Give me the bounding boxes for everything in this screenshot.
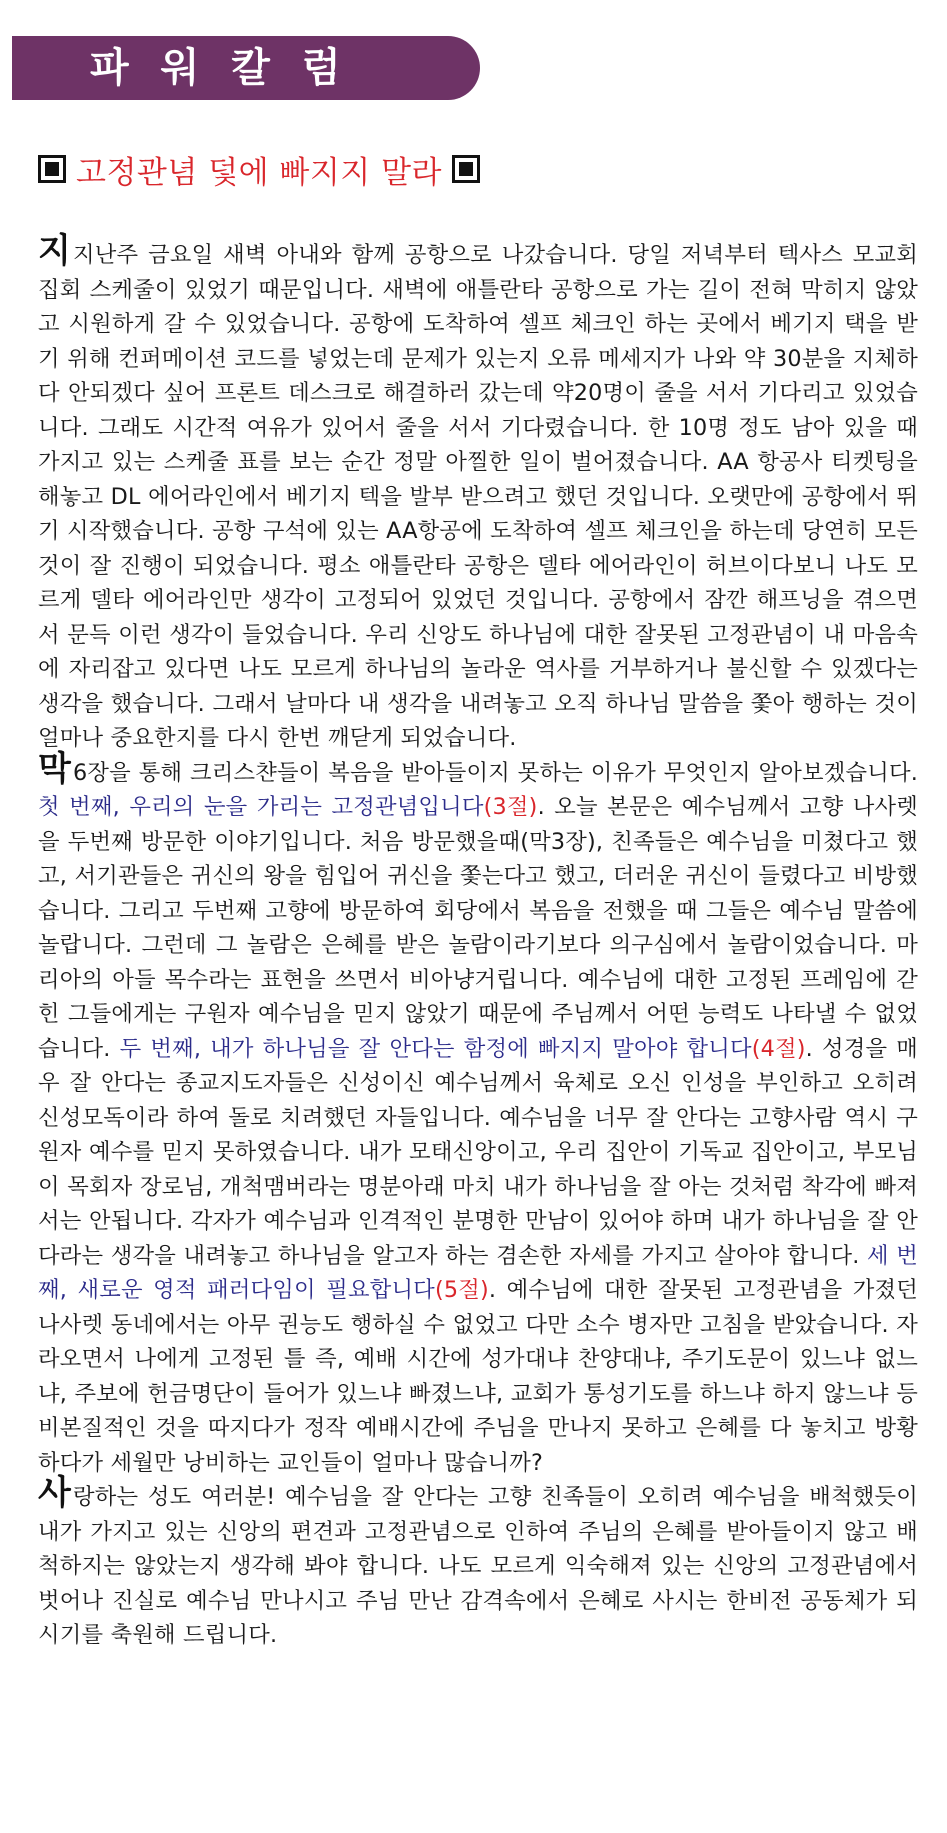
paragraph-closing	[38, 1473, 918, 1653]
paragraph-text: . 오늘 본문은 예수님께서 고향 나사렛을 두번째 방문한 이야기입니다. 처음 방문했을때(막3장), 친족들은 예수님을 미쳤다고 했고, 서기관들은 귀신의 왕을 힘입어 귀신을 쫓는다고 했고, 더러운 귀신이 들렸다고 비방했습니다. 그리고 두번째 고향에 방문하여 회당에서 복음을 전했을 때 그들은 예수님 말씀에 놀랍니다. 그런데 그 놀람은 은혜를 받은 놀람이라기보다 의구심에서 놀람이었습니다. 마리아의 아들 목수라는 표현을 쓰면서 비아냥거립니다. 예수님에 대한 고정된 프레임에 갇힌 그들에게는 구원자 예수님을 믿지 않았기 때문에 주님께서 어떤 능력도 나타낼 수 없었습니다.	[38, 794, 918, 1062]
paragraph-text: 지난주 금요일 새벽 아내와 함께 공항으로 나갔습니다. 당일 저녁부터 텍사스 모교회 집회 스케줄이 있었기 때문입니다. 새벽에 애틀란타 공항으로 가는 길이 전혀 막히지 않았고 시원하게 갈 수 있었습니다. 공항에 도착하여 셀프 체크인 하는 곳에서 베기지 택을 받기 위해 컨퍼메이션 코드를 넣었는데 문제가 있는지 오류 메세지가 나와 약 30분을 지체하다 안되겠다 싶어 프론트 데스크로 해결하러 갔는데 약20명이 줄을 서서 기다리고 있었습니다. 그래도 시간적 여유가 있어서 줄을 서서 기다렸습니다. 한 10명 정도 남아 있을 때 가지고 있는 스케줄 표를 보는 순간 정말 아찔한 일이 벌어졌습니다. AA 항공사 티켓팅을 해놓고 DL 에어라인에서 베기지 텍을 발부 받으려고 했던 것입니다. 오랫만에 공항에서 뛰기 시작했습니다. 공항 구석에 있는 AA항공에 도착하여 셀프 체크인을 하는데 당연히 모든 것이 잘 진행이 되었습니다. 평소 애틀란타 공항은 델타 에어라인이 허브이다보니 나도 모르게 델타 에어라인만 생각이 고정되어 있었던 것입니다. 공항에서 잠깐 해프닝을 겪으면서 문득 이런 생각이 들었습니다. 우리 신앙도 하나님에 대한 잘못된 고정관념이 내 마음속에 자리잡고 있다면 나도 모르게 하나님의 놀라운 역사를 거부하거나 불신할 수 있겠다는 생각을 했습니다. 그래서 날마다 내 생각을 내려놓고 오직 하나님 말씀을 쫓아 행하는 것이 얼마나 중요한지를 다시 한번 깨닫게 되었습니다.	[38, 242, 918, 751]
verse-reference: (3절)	[483, 794, 538, 820]
article-heading	[38, 146, 480, 192]
filled-square-icon	[38, 155, 66, 183]
dropcap: 지	[38, 231, 72, 271]
dropcap: 사	[38, 1473, 72, 1513]
paragraph-main	[38, 748, 919, 1481]
dropcap: 막	[38, 748, 72, 789]
article-title: 고정관념 덫에 빠지지 말라	[76, 154, 442, 191]
point-three: 세 번째, 새로운 영적 패러다임이 필요합니다	[38, 1242, 919, 1303]
verse-reference: (4절)	[751, 1035, 806, 1062]
article-body	[38, 231, 919, 1653]
point-one: 첫 번째, 우리의 눈을 가리는 고정관념입니다	[38, 794, 484, 820]
paragraph-text: . 성경을 매우 잘 안다는 종교지도자들은 신성이신 예수님께서 육체로 오신 인성을 부인하고 오히려 신성모독이라 하여 돌로 치려했던 자들입니다. 예수님을 너무 잘 안다는 고향사람 역시 구원자 예수를 믿지 못하였습니다. 내가 모태신앙이고, 우리 집안이 기독교 집안이고, 부모님이 목회자 장로님, 개척맴버라는 명분아래 마치 내가 하나님을 잘 아는 것처럼 착각에 빠져서는 안됩니다. 각자가 예수님과 인격적인 분명한 만남이 있어야 하며 내가 하나님을 잘 안다라는 생각을 내려놓고 하나님을 알고자 하는 겸손한 자세를 가지고 살아야 합니다.	[38, 1035, 918, 1269]
paragraph-text: 6장을 통해 크리스챤들이 복음을 받아들이지 못하는 이유가 무엇인지 알아보겠습니다.	[73, 759, 918, 786]
paragraph-intro	[38, 231, 918, 756]
column-banner	[12, 36, 480, 100]
banner-title: 파워칼럼	[90, 45, 373, 91]
point-two: 두 번째, 내가 하나님을 잘 안다는 함정에 빠지지 말아야 합니다	[119, 1035, 752, 1062]
filled-square-icon	[452, 155, 480, 183]
verse-reference: (5절)	[434, 1277, 489, 1303]
paragraph-text: 랑하는 성도 여러분! 예수님을 잘 안다는 고향 친족들이 오히려 예수님을 배척했듯이 내가 가지고 있는 신앙의 편견과 고정관념으로 인하여 주님의 은혜를 받아들이지 않고 배척하지는 않았는지 생각해 봐야 합니다. 나도 모르게 익숙해져 있는 신앙의 고정관념에서 벗어나 진실로 예수님 만나시고 주님 만난 감격속에서 은혜로 사시는 한비전 공동체가 되시기를 축원해 드립니다.	[38, 1484, 918, 1648]
paragraph-text: . 예수님에 대한 잘못된 고정관념을 가졌던 나사렛 동네에서는 아무 권능도 행하실 수 없었고 다만 소수 병자만 고침을 받았습니다. 자라오면서 나에게 고정된 틀 즉, 예배 시간에 성가대냐 찬양대냐, 주기도문이 있느냐 없느냐, 주보에 헌금명단이 들어가 있느냐 빠졌느냐, 교회가 통성기도를 하느냐 하지 않느냐 등 비본질적인 것을 따지다가 정작 예배시간에 주님을 만나지 못하고 은혜를 다 놓치고 방황하다가 세월만 낭비하는 교인들이 얼마나 많습니까?	[38, 1277, 918, 1476]
